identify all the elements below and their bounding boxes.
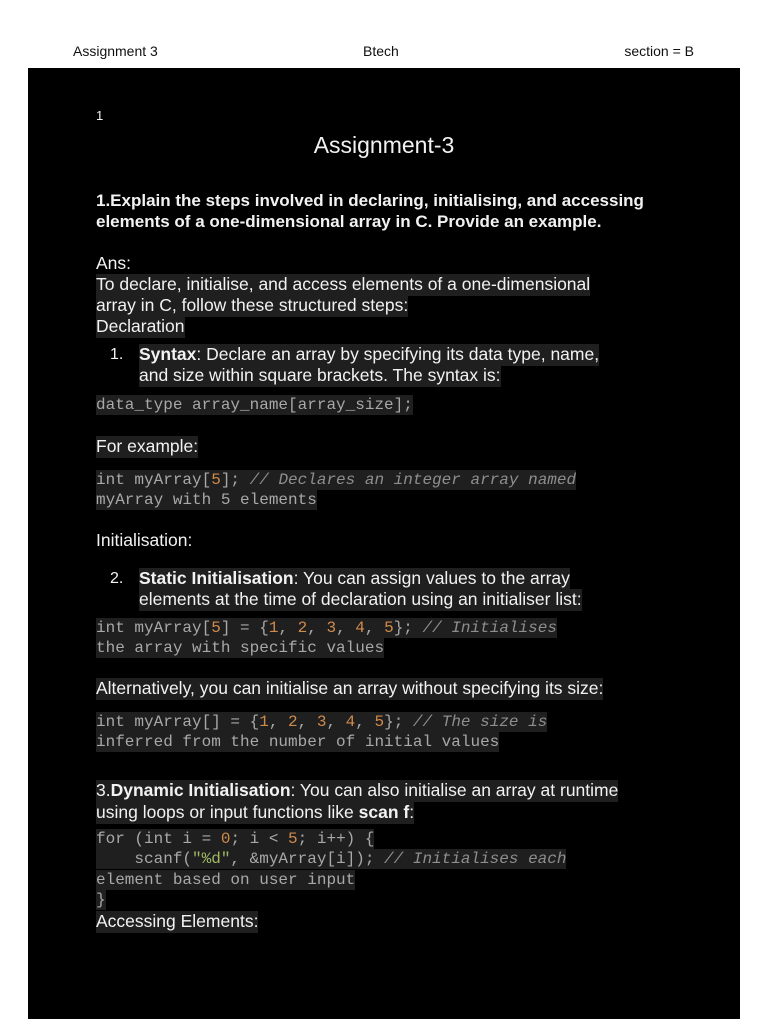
code-syntax: data_type array_name[array_size]; [96,396,413,414]
static-term: Static Initialisation [139,568,294,588]
document-page [28,68,740,1019]
header-center: Btech [363,43,399,59]
dynamic-line-2: using loops or input functions like scan f: [96,802,415,822]
static-text-1: : You can assign values to the array [293,568,570,588]
page-header [0,43,768,63]
header-right: section = B [624,43,694,59]
code-loop-line-1: for (int i = 0; i < 5; i++) { [96,830,375,848]
page-number: 1 [96,108,104,123]
code-example-line-2: myArray with 5 elements [96,491,317,509]
intro-line-1: To declare, initialise, and access elements of a one-dimensional [96,274,591,294]
initialisation-heading: Initialisation: [96,530,193,550]
syntax-line-1 [139,344,599,366]
alternative-text: Alternatively, you can initialise an array without specifying its size: [96,678,604,698]
code-alt-line-1: int myArray[] = {1, 2, 3, 4, 5}; // The size is [96,713,548,731]
syntax-text-1: : Declare an array by specifying its data type, name, [196,344,600,364]
declaration-heading: Declaration [96,316,185,336]
scanf-term: scan f [358,802,410,822]
syntax-line-2: and size within square brackets. The syntax is: [139,365,501,385]
code-loop-line-3: element based on user input [96,871,356,889]
dynamic-line-1 [96,780,618,802]
code-example-line-1: int myArray[5]; // Declares an integer array named [96,471,577,489]
for-example-label: For example: [96,436,199,456]
list-number-2: 2. [110,570,124,587]
code-loop-line-4: } [96,891,106,909]
answer-label: Ans: [96,253,132,273]
dynamic-text-1: : You can also initialise an array at runtime [290,780,619,800]
dynamic-term: Dynamic Initialisation [110,780,291,800]
code-alt-line-2: inferred from the number of initial values [96,733,500,751]
syntax-term: Syntax [139,344,197,364]
code-static-line-2: the array with specific values [96,639,385,657]
code-loop-line-2: scanf("%d", &myArray[i]); // Initialises each [96,850,567,868]
accessing-heading: Accessing Elements: [96,911,259,931]
code-static-line-1: int myArray[5] = {1, 2, 3, 4, 5}; // Initialises [96,619,557,637]
list-number-1: 1. [110,346,124,363]
header-left: Assignment 3 [73,43,158,59]
question-text: 1.Explain the steps involved in declaring, initialising, and accessing elements of a one-dimensional array in C. Provide an example. [96,191,644,231]
static-line-1 [139,568,570,590]
document-title: Assignment-3 [313,132,455,158]
list-number-3: 3. [96,780,111,800]
intro-line-2: array in C, follow these structured steps: [96,295,409,315]
static-line-2: elements at the time of declaration using an initialiser list: [139,589,582,609]
